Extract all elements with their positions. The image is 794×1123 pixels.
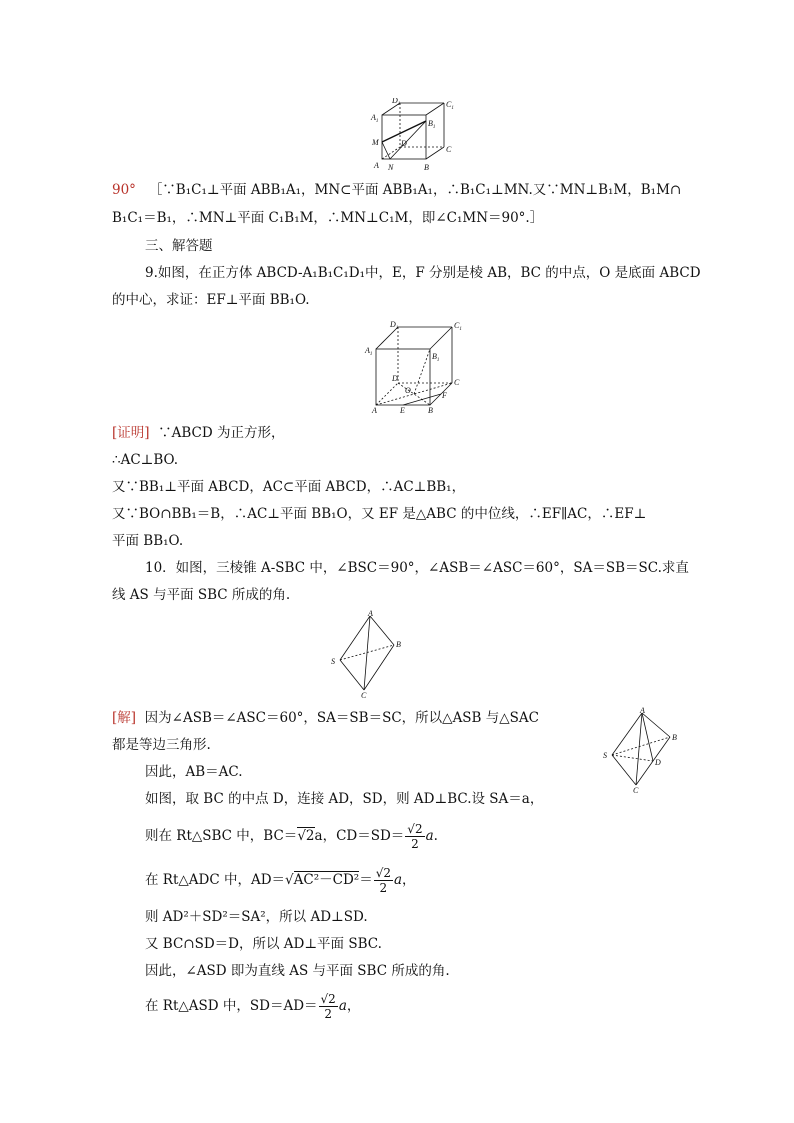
- tetrahedron-figure: [328, 610, 408, 700]
- solution-10-line2: 都是等边三角形.: [112, 737, 211, 753]
- denominator: 2: [411, 837, 419, 851]
- svg-text:B1: $B_1$: [432, 352, 440, 363]
- answer-8: [112, 180, 681, 200]
- solution-tag: [解]: [112, 710, 137, 726]
- radicand: AC²－CD²: [293, 872, 360, 888]
- comma: ，: [346, 998, 361, 1014]
- tetrahedron-figure-d: [600, 705, 690, 795]
- q10-line2: 线 AS 与平面 SBC 所成的角.: [112, 587, 291, 603]
- q9-line2: 的中心，求证：EF⊥平面 BB₁O.: [112, 292, 310, 308]
- svg-text:B: B: [396, 640, 401, 649]
- q9-line1: 9.如图，在正方体 ABCD-A₁B₁C₁D₁中，E，F 分别是棱 AB，BC 的中点，O 是底面 ABCD: [145, 265, 701, 281]
- svg-text:A: A: [374, 161, 379, 170]
- solution-10-line6: 在 Rt△ADC 中，AD＝√AC²－CD²＝ $\frac{√2}{2}$ a，: [145, 866, 416, 895]
- proof-9-line5: 平面 BB₁O.: [112, 533, 184, 549]
- denominator: 2: [379, 881, 388, 895]
- cube-figure-mn: [368, 98, 458, 176]
- sqrt-2: √2: [297, 828, 315, 844]
- svg-text:O: O: [405, 386, 411, 395]
- svg-text:A: A: [368, 610, 373, 618]
- fraction: [374, 866, 393, 895]
- svg-text:S: S: [603, 751, 607, 760]
- fraction: [319, 992, 338, 1021]
- var-a: a: [425, 828, 434, 844]
- svg-text:D: D: [401, 139, 407, 148]
- svg-text:F: F: [442, 391, 447, 400]
- solution-10-line1: [112, 708, 539, 728]
- proof-9-text1: ∵ABCD 为正方形，: [158, 425, 285, 441]
- solution-10-text1: 因为∠ASB＝∠ASC＝60°，SA＝SB＝SC，所以△ASB 与△SAC: [144, 710, 539, 726]
- proof-9-line2: ∴AC⊥BO.: [112, 452, 179, 468]
- svg-text:D: D: [655, 758, 661, 767]
- text: 则在 Rt△SBC 中，BC＝: [145, 828, 298, 844]
- period: .: [433, 828, 438, 844]
- answer-8-line1: ［∵B₁C₁⊥平面 ABB₁A₁，MN⊂平面 ABB₁A₁，∴B₁C₁⊥MN.又∵MN⊥B₁M，B₁M∩: [148, 182, 682, 198]
- numerator: √2: [320, 992, 336, 1006]
- text: 在 Rt△ADC 中，AD＝: [145, 872, 286, 888]
- solution-10-line8: 又 BC∩SD＝D，所以 AD⊥平面 SBC.: [145, 936, 382, 952]
- comma: ，: [402, 872, 416, 888]
- svg-text:B: B: [428, 406, 433, 415]
- fraction: [405, 822, 424, 851]
- section-heading: 三、解答题: [145, 238, 213, 254]
- svg-text:A1: $A_1$: [371, 113, 379, 124]
- answer-8-value: 90°: [112, 182, 136, 198]
- proof-9-line3: 又∵BB₁⊥平面 ABCD，AC⊂平面 ABCD，∴AC⊥BB₁，: [112, 479, 466, 495]
- svg-text:D: D: [392, 374, 398, 383]
- var-a: a: [393, 872, 403, 888]
- svg-text:C1: $C_1$: [454, 321, 462, 332]
- denominator: 2: [324, 1007, 332, 1021]
- text: a，CD＝SD＝: [314, 828, 405, 844]
- svg-text:A1: $A_1$: [365, 346, 373, 357]
- var-a: a: [338, 998, 347, 1014]
- numerator: √2: [375, 866, 391, 880]
- svg-text:B1: $B_1$: [428, 119, 436, 130]
- solution-10-line9: 因此，∠ASD 即为直线 AS 与平面 SBC 所成的角.: [145, 963, 450, 979]
- svg-text:M: M: [372, 138, 379, 147]
- svg-text:A: A: [640, 706, 645, 715]
- svg-text:C: C: [446, 145, 452, 154]
- cube-figure-efo: [362, 315, 466, 415]
- text: 在 Rt△ASD 中，SD＝AD＝: [145, 998, 318, 1014]
- solution-10-line3: 因此，AB＝AC.: [145, 764, 243, 780]
- svg-text:C: C: [454, 378, 460, 387]
- svg-text:E: E: [400, 406, 405, 415]
- proof-9-line4: 又∵BO∩BB₁＝B，∴AC⊥平面 BB₁O，又 EF 是△ABC 的中位线，∴EF∥AC，∴EF⊥: [112, 506, 647, 522]
- svg-text:B: B: [672, 733, 677, 742]
- solution-10-line5: [145, 818, 438, 854]
- svg-text:D1: $D_1$: [390, 320, 399, 331]
- svg-text:B: B: [424, 163, 429, 172]
- numerator: √2: [407, 822, 423, 836]
- answer-8-line2: B₁C₁＝B₁，∴MN⊥平面 C₁B₁M，∴MN⊥C₁M，即∠C₁MN＝90°.］: [112, 210, 544, 226]
- svg-text:C1: $C_1$: [446, 100, 454, 111]
- q10-line1: 10．如图，三棱锥 A-SBC 中，∠BSC＝90°，∠ASB＝∠ASC＝60°，SA＝SB＝SC.求直: [145, 560, 689, 576]
- solution-10-line7: 则 AD²＋SD²＝SA²，所以 AD⊥SD.: [145, 909, 368, 925]
- svg-text:S: S: [331, 657, 335, 666]
- svg-text:N: N: [388, 163, 394, 172]
- solution-10-line4: 如图，取 BC 的中点 D，连接 AD，SD，则 AD⊥BC.设 SA＝a，: [145, 791, 544, 807]
- svg-text:A: A: [372, 406, 377, 415]
- svg-text:C: C: [361, 691, 367, 700]
- svg-text:C: C: [633, 786, 639, 795]
- solution-10-line10: [145, 988, 360, 1024]
- svg-text:D1: $D_1$: [392, 98, 401, 107]
- proof-tag: [证明]: [112, 425, 150, 441]
- proof-9-line1: [112, 423, 285, 443]
